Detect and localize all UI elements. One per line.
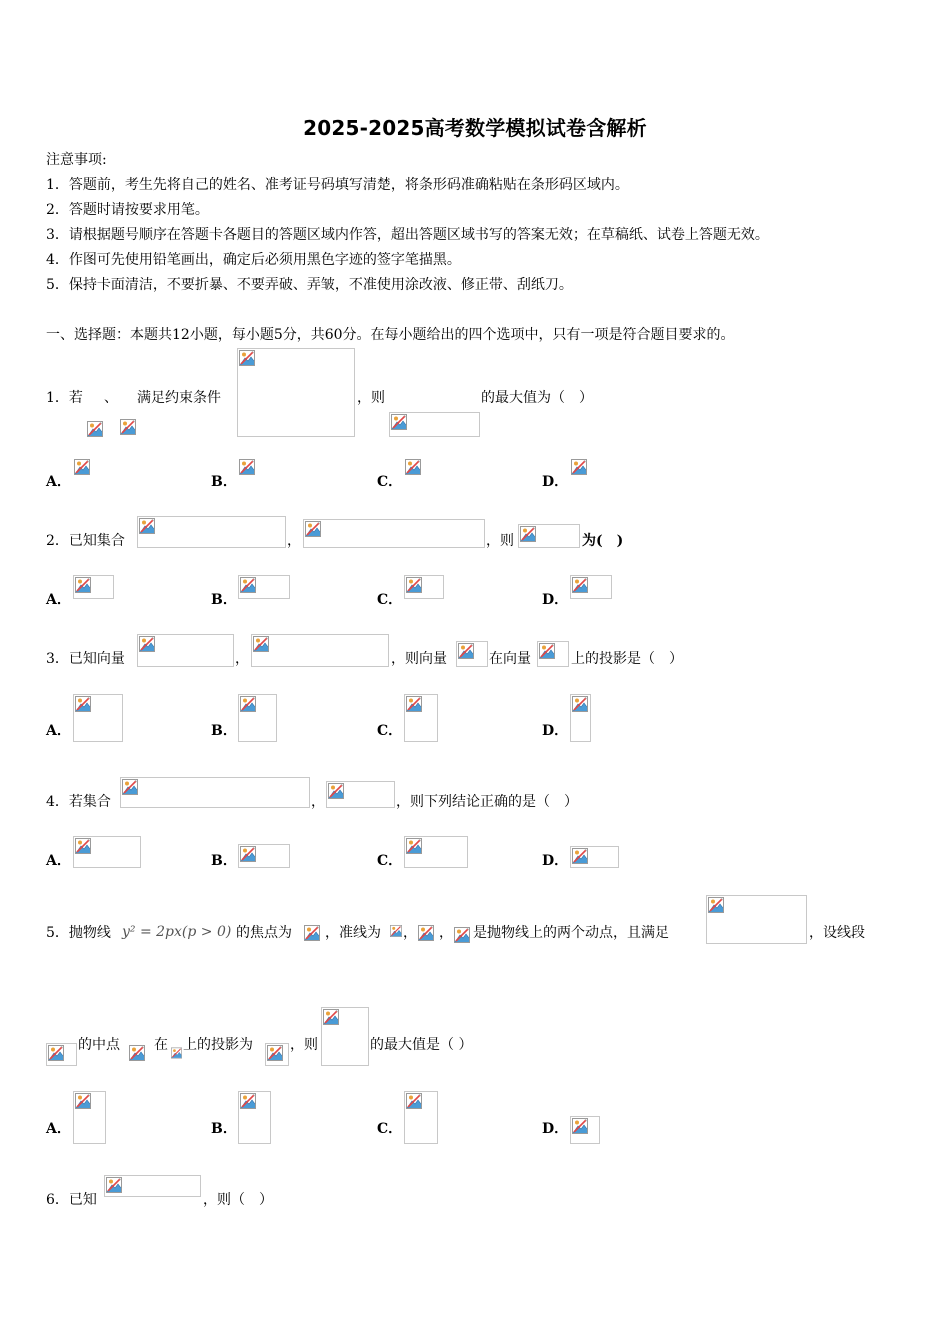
broken-image-icon	[240, 696, 256, 712]
question-3-text: ，则向量	[391, 651, 447, 667]
question-3-text: 在向量	[489, 651, 531, 667]
given-image	[104, 1175, 201, 1197]
option-d-image	[570, 458, 592, 478]
broken-image-icon	[572, 848, 588, 864]
variable-x-image	[86, 420, 104, 438]
broken-image-icon	[139, 636, 155, 652]
question-2-text: ，	[287, 533, 301, 549]
condition-image	[706, 895, 807, 944]
broken-image-icon	[571, 459, 587, 475]
ratio-image	[321, 1007, 369, 1066]
option-c: C．	[377, 474, 403, 490]
question-1-text: ，则	[357, 390, 385, 406]
page-title: 2025-2025高考数学模拟试卷含解析	[303, 116, 647, 140]
question-2-text: 为( )	[582, 533, 624, 549]
option-a-image	[73, 694, 123, 742]
projection-image	[265, 1043, 289, 1066]
broken-image-icon	[240, 1093, 256, 1109]
vector-image	[456, 641, 488, 667]
question-6-text: ，则（ ）	[203, 1192, 273, 1208]
question-5-text: 的最大值是（ ）	[370, 1037, 473, 1053]
question-5-text: 在	[154, 1037, 168, 1053]
notice-item: 2．答题时请按要求用笔。	[46, 202, 209, 218]
question-1-text: 、	[104, 390, 118, 406]
line-image	[170, 1044, 183, 1066]
broken-image-icon	[171, 1045, 182, 1061]
question-5-text: 5．抛物线	[46, 925, 111, 941]
broken-image-icon	[458, 643, 474, 659]
broken-image-icon	[239, 350, 255, 366]
question-5-text: 的焦点为	[236, 925, 292, 941]
broken-image-icon	[120, 419, 136, 435]
option-a-image	[73, 1091, 106, 1144]
broken-image-icon	[406, 1093, 422, 1109]
broken-image-icon	[122, 779, 138, 795]
option-d: D．	[542, 853, 569, 869]
broken-image-icon	[106, 1177, 122, 1193]
option-c: C．	[377, 853, 403, 869]
broken-image-icon	[323, 1009, 339, 1025]
question-3-text: 3．已知向量	[46, 651, 125, 667]
option-d: D．	[542, 1121, 569, 1137]
broken-image-icon	[74, 459, 90, 475]
option-d: D．	[542, 723, 569, 739]
broken-image-icon	[267, 1045, 283, 1061]
option-b: B．	[211, 723, 237, 739]
segment-image	[46, 1043, 77, 1066]
broken-image-icon	[239, 459, 255, 475]
point-b-image	[453, 926, 473, 946]
option-b-image	[238, 694, 277, 742]
question-5-text: 上的投影为	[183, 1037, 253, 1053]
option-a: A．	[46, 1121, 71, 1137]
set-expression-image	[518, 524, 580, 548]
question-5-text: ，准线为	[325, 925, 381, 941]
notice-item: 1．答题前，考生先将自己的姓名、准考证号码填写清楚，将条形码准确粘贴在条形码区域内。	[46, 177, 629, 193]
broken-image-icon	[406, 577, 422, 593]
variable-y-image	[119, 418, 137, 436]
option-d-image	[570, 846, 619, 868]
option-b-image	[238, 1091, 271, 1144]
parabola-formula: y² = 2px(p > 0)	[122, 924, 232, 940]
option-d-image	[570, 575, 612, 599]
broken-image-icon	[390, 923, 402, 939]
option-a-image	[73, 575, 114, 599]
broken-image-icon	[572, 1118, 588, 1134]
option-c-image	[404, 836, 468, 868]
broken-image-icon	[75, 696, 91, 712]
broken-image-icon	[48, 1045, 64, 1061]
option-c: C．	[377, 1121, 403, 1137]
option-d: D．	[542, 474, 569, 490]
question-4-text: 4．若集合	[46, 794, 111, 810]
broken-image-icon	[520, 526, 536, 542]
option-b-image	[238, 458, 256, 478]
option-b: B．	[211, 853, 237, 869]
option-b-image	[238, 844, 290, 868]
question-5-text: ，	[403, 925, 417, 941]
question-5-text: ，	[439, 925, 453, 941]
broken-image-icon	[240, 846, 256, 862]
question-5-text: ，则	[290, 1037, 318, 1053]
set-a-image	[137, 516, 286, 548]
broken-image-icon	[240, 577, 256, 593]
broken-image-icon	[304, 925, 320, 941]
broken-image-icon	[405, 459, 421, 475]
focus-image	[303, 924, 323, 944]
question-5-text: 的中点	[78, 1037, 120, 1053]
broken-image-icon	[539, 643, 555, 659]
option-a: A．	[46, 474, 71, 490]
question-1-text: 满足约束条件	[137, 390, 221, 406]
broken-image-icon	[305, 521, 321, 537]
broken-image-icon	[87, 421, 103, 437]
broken-image-icon	[406, 696, 422, 712]
point-a-image	[417, 924, 437, 944]
option-d-image	[570, 1116, 600, 1144]
notice-item: 4．作图可先使用铅笔画出，确定后必须用黑色字迹的签字笔描黑。	[46, 252, 461, 268]
option-c-image	[404, 1091, 438, 1144]
option-a: A．	[46, 723, 71, 739]
section-heading: 一、选择题：本题共12小题，每小题5分，共60分。在每小题给出的四个选项中，只有一项是符合题目要求的。	[46, 327, 735, 343]
broken-image-icon	[454, 927, 470, 943]
notice-heading: 注意事项:	[46, 152, 107, 168]
option-d-image	[570, 694, 591, 742]
option-b: B．	[211, 474, 237, 490]
vector-a-image	[137, 634, 234, 667]
question-5-text: ，设线段	[809, 925, 865, 941]
constraint-image	[237, 348, 355, 437]
question-3-text: ，	[235, 651, 249, 667]
broken-image-icon	[418, 925, 434, 941]
midpoint-image	[128, 1044, 152, 1066]
option-c: C．	[377, 592, 403, 608]
option-a-image	[73, 836, 141, 868]
broken-image-icon	[75, 577, 91, 593]
broken-image-icon	[708, 897, 724, 913]
option-b: B．	[211, 592, 237, 608]
question-1-text: 的最大值为（ ）	[481, 390, 593, 406]
notice-item: 3．请根据题号顺序在答题卡各题目的答题区域内作答，超出答题区域书写的答案无效；在草稿纸、试卷上答题无效。	[46, 227, 769, 243]
option-b: B．	[211, 1121, 237, 1137]
objective-image	[389, 412, 480, 437]
option-a: A．	[46, 853, 71, 869]
question-4-text: ，则下列结论正确的是（ ）	[396, 794, 578, 810]
broken-image-icon	[75, 1093, 91, 1109]
option-c-image	[404, 458, 422, 478]
broken-image-icon	[406, 838, 422, 854]
option-a: A．	[46, 592, 71, 608]
set-image	[326, 781, 395, 808]
question-2-text: ，则	[486, 533, 514, 549]
option-c-image	[404, 694, 438, 742]
question-5-text: 是抛物线上的两个动点，且满足	[473, 925, 669, 941]
directrix-image	[389, 922, 403, 944]
notice-item: 5．保持卡面清洁，不要折暴、不要弄破、弄皱，不准使用涂改液、修正带、刮纸刀。	[46, 277, 573, 293]
vector-image	[537, 641, 569, 667]
set-image	[120, 777, 310, 808]
question-3-text: 上的投影是（ ）	[571, 651, 683, 667]
question-2-text: 2．已知集合	[46, 533, 125, 549]
broken-image-icon	[391, 414, 407, 430]
option-c-image	[404, 575, 444, 599]
broken-image-icon	[572, 577, 588, 593]
question-1-text: 1．若	[46, 390, 83, 406]
question-4-text: ，	[311, 794, 325, 810]
broken-image-icon	[328, 783, 344, 799]
option-c: C．	[377, 723, 403, 739]
question-6-text: 6．已知	[46, 1192, 97, 1208]
set-b-image	[303, 519, 485, 548]
broken-image-icon	[572, 696, 588, 712]
broken-image-icon	[129, 1045, 145, 1061]
option-d: D．	[542, 592, 569, 608]
vector-b-image	[251, 634, 389, 667]
broken-image-icon	[253, 636, 269, 652]
option-b-image	[238, 575, 290, 599]
broken-image-icon	[75, 838, 91, 854]
broken-image-icon	[139, 518, 155, 534]
option-a-image	[73, 458, 91, 478]
